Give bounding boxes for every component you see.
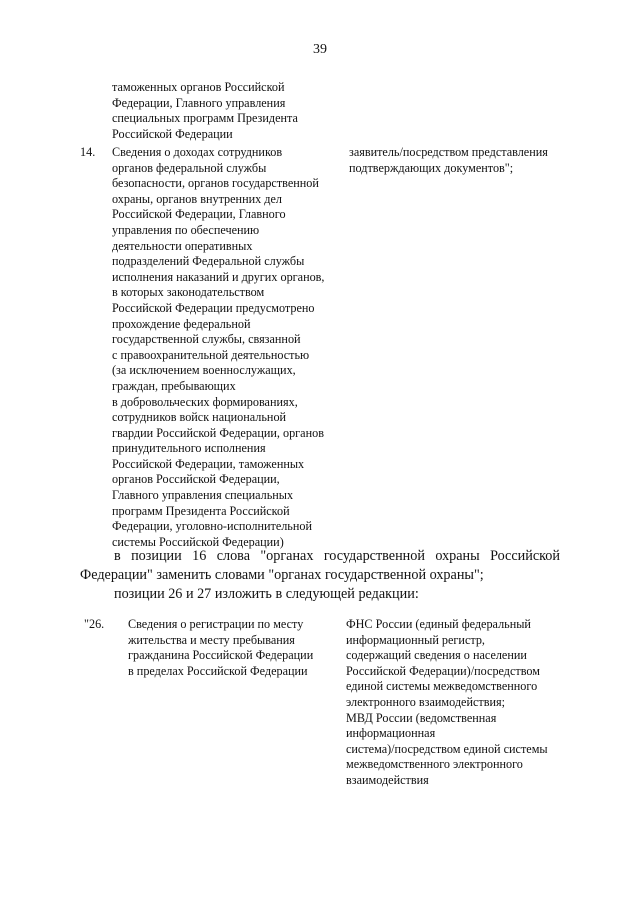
row-14-description-line: гвардии Российской Федерации, органов <box>112 425 324 440</box>
row-14-description-line: охраны, органов внутренних дел <box>112 191 282 206</box>
row-14-description-line: управления по обеспечению <box>112 222 260 237</box>
row-14-description-line: в добровольческих формированиях, <box>112 394 298 409</box>
row-26-description-line: Сведения о регистрации по месту <box>128 617 304 631</box>
row-14-description-line: деятельности оперативных <box>112 238 253 253</box>
row-26-source-line: взаимодействия <box>346 772 429 787</box>
row-14-description-line: безопасности, органов государственной <box>112 176 319 191</box>
row-14-description-line: Российской Федерации, таможенных <box>112 456 305 471</box>
row-26-description-line: в пределах Российской Федерации <box>128 663 308 678</box>
continuation-text <box>112 80 298 142</box>
row-14-description-line: системы Российской Федерации) <box>112 534 284 549</box>
row-14-description-line: принудительного исполнения <box>112 441 266 456</box>
row-26-number: "26. <box>84 617 105 631</box>
row-14-description-line: Главного управления специальных <box>112 488 294 503</box>
row-14-description-line: органов Российской Федерации, <box>112 472 280 487</box>
row-14-description-line: подразделений Федеральной службы <box>112 254 305 269</box>
page-number: 39 <box>313 42 327 57</box>
row-14-description-line: Сведения о доходах сотрудников <box>112 145 283 159</box>
row-26-source-line: Российской Федерации)/посредством <box>346 663 540 678</box>
continuation-line: Федерации, Главного управления <box>112 95 286 110</box>
instruction-line-2: Федерации" заменить словами "органах государственной охраны"; <box>80 567 484 583</box>
row-14-description-line: Российской Федерации, Главного <box>112 207 286 222</box>
row-26-source-line: система)/посредством единой системы <box>346 741 548 756</box>
row-26-description <box>128 617 313 679</box>
continuation-line: таможенных органов Российской <box>112 80 285 94</box>
row-26-source-line: МВД России (ведомственная <box>346 710 497 725</box>
row-26-source-line: электронного взаимодействия; <box>346 694 505 709</box>
row-14-description-line: сотрудников войск национальной <box>112 410 287 425</box>
row-26-source-line: содержащий сведения о населении <box>346 648 527 663</box>
row-26-source-line: информационный регистр, <box>346 632 485 647</box>
row-26-description-line: гражданина Российской Федерации <box>128 648 314 663</box>
row-14-description-line: органов федеральной службы <box>112 160 267 175</box>
row-26-source-line: информационная <box>346 726 436 741</box>
row-14-source-line: подтверждающих документов"; <box>349 160 514 175</box>
row-14-description-line: государственной службы, связанной <box>112 332 301 347</box>
row-14-source-line: заявитель/посредством представления <box>349 145 548 159</box>
row-26-source-line: единой системы межведомственного <box>346 679 538 694</box>
continuation-line: Российской Федерации <box>112 126 233 141</box>
row-14-description-line: Федерации, уголовно-исполнительной <box>112 519 313 534</box>
row-14-description-line: Российской Федерации предусмотрено <box>112 300 315 315</box>
row-14-description-line: (за исключением военнослужащих, <box>112 363 296 378</box>
row-14-description-line: исполнения наказаний и других органов, <box>112 269 325 284</box>
row-14-number: 14. <box>80 145 96 159</box>
row-14-description-line: в которых законодательством <box>112 285 265 300</box>
row-14-source <box>349 145 548 176</box>
row-26-source-line: ФНС России (единый федеральный <box>346 617 531 631</box>
row-14-description <box>112 145 324 550</box>
row-14-description-line: граждан, пребывающих <box>112 378 236 393</box>
instruction-line-3: позиции 26 и 27 изложить в следующей редакции: <box>114 586 419 602</box>
row-14-description-line: прохождение федеральной <box>112 316 251 331</box>
row-26-description-line: жительства и месту пребывания <box>128 632 295 647</box>
row-26-source-line: межведомственного электронного <box>346 757 523 772</box>
instruction-paragraph <box>80 547 560 566</box>
instruction-line-1: в позиции 16 слова "органах государственной охраны Российской <box>114 548 560 564</box>
row-14-description-line: с правоохранительной деятельностью <box>112 347 310 362</box>
row-14-description-line: программ Президента Российской <box>112 503 290 518</box>
row-26-source <box>346 617 548 789</box>
continuation-line: специальных программ Президента <box>112 111 298 126</box>
